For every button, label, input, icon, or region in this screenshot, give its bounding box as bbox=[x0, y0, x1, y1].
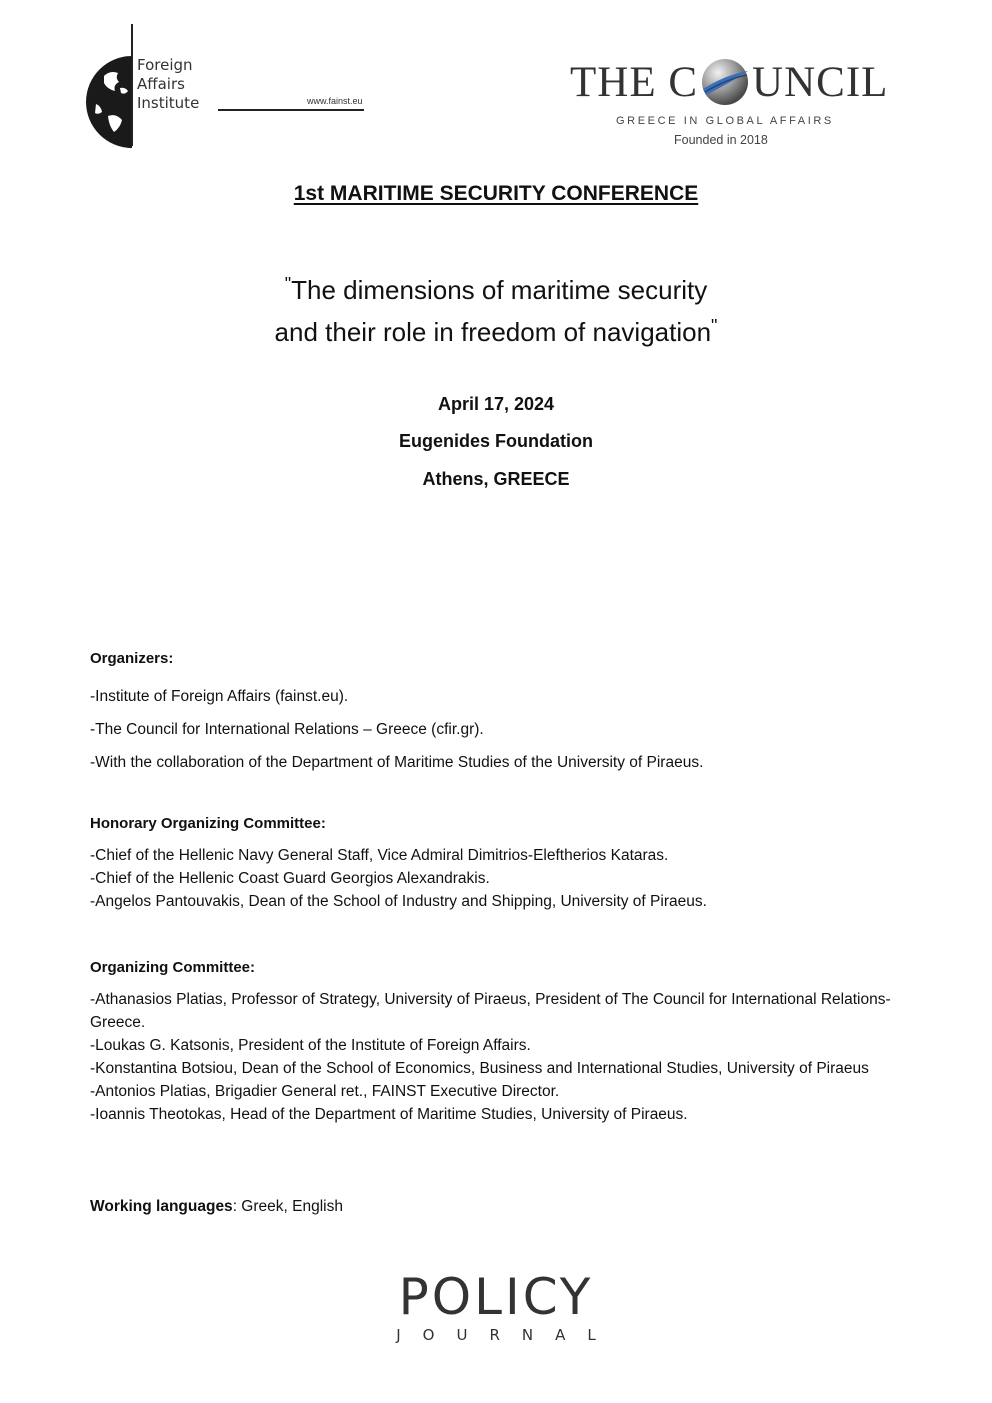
fai-logo-line: Institute bbox=[137, 94, 200, 112]
organizing-committee-list bbox=[90, 988, 910, 1126]
list-item: -With the collaboration of the Department of Maritime Studies of the University of Piraeus. bbox=[90, 754, 704, 771]
council-logo-subtitle: GREECE IN GLOBAL AFFAIRS bbox=[616, 115, 834, 127]
quote-mark: " bbox=[284, 274, 292, 294]
organizing-committee-heading: Organizing Committee: bbox=[90, 959, 256, 976]
list-item: -The Council for International Relations – Greece (cfir.gr). bbox=[90, 721, 484, 738]
policy-logo-subtitle: JOURNAL bbox=[396, 1326, 618, 1344]
event-date: April 17, 2024 bbox=[437, 394, 555, 414]
council-title-left: THE C bbox=[570, 58, 699, 106]
orb-icon bbox=[700, 57, 750, 107]
list-item: -Chief of the Hellenic Coast Guard Georgios Alexandrakis. bbox=[90, 870, 490, 887]
list-item: -Loukas G. Katsonis, President of the Institute of Foreign Affairs. bbox=[90, 1037, 531, 1054]
quote-mark: " bbox=[711, 316, 718, 336]
the-council-logo bbox=[564, 52, 894, 152]
event-venue: Eugenides Foundation bbox=[399, 431, 593, 451]
logo-divider bbox=[131, 24, 133, 146]
organizers-heading: Organizers: bbox=[90, 650, 174, 667]
subtitle-line-1: The dimensions of maritime security bbox=[291, 275, 708, 305]
fai-url: www.fainst.eu bbox=[307, 96, 363, 106]
conference-title: 1st MARITIME SECURITY CONFERENCE bbox=[293, 182, 699, 205]
list-item: -Konstantina Botsiou, Dean of the School of Economics, Business and International Studies, University of Piraeus bbox=[90, 1060, 869, 1077]
list-item: -Angelos Pantouvakis, Dean of the School of Industry and Shipping, University of Piraeus. bbox=[90, 893, 707, 910]
subtitle-line bbox=[0, 266, 992, 308]
foreign-affairs-institute-logo bbox=[86, 24, 376, 148]
event-location: Athens, GREECE bbox=[422, 469, 570, 489]
working-languages bbox=[90, 1195, 910, 1218]
working-languages-label: Working languages bbox=[90, 1198, 233, 1215]
globe-icon bbox=[86, 42, 136, 152]
honorary-committee-heading: Honorary Organizing Committee: bbox=[90, 815, 326, 832]
organizers-list bbox=[90, 680, 910, 779]
council-title-right: UNCIL bbox=[752, 58, 889, 106]
fai-logo-text bbox=[137, 56, 199, 113]
policy-logo-word: POLICY bbox=[398, 1268, 594, 1326]
council-founded-text: Founded in 2018 bbox=[674, 133, 768, 147]
subtitle-line bbox=[0, 308, 992, 350]
list-item: -Athanasios Platias, Professor of Strategy, University of Piraeus, President of The Council for International Relations-Greece. bbox=[90, 991, 891, 1031]
council-logo-title bbox=[570, 52, 900, 112]
working-languages-value: : Greek, English bbox=[232, 1198, 343, 1215]
fai-logo-line: Affairs bbox=[137, 75, 185, 93]
list-item: -Antonios Platias, Brigadier General ret., FAINST Executive Director. bbox=[90, 1083, 560, 1100]
logo-underline bbox=[218, 109, 364, 111]
list-item: -Institute of Foreign Affairs (fainst.eu). bbox=[90, 688, 349, 705]
policy-journal-logo bbox=[0, 1268, 992, 1344]
conference-subtitle bbox=[0, 266, 992, 350]
honorary-committee-list bbox=[90, 844, 910, 913]
subtitle-line-2: and their role in freedom of navigation bbox=[274, 317, 712, 347]
list-item: -Chief of the Hellenic Navy General Staff, Vice Admiral Dimitrios-Eleftherios Kataras. bbox=[90, 847, 669, 864]
fai-logo-line: Foreign bbox=[137, 56, 193, 74]
list-item: -Ioannis Theotokas, Head of the Department of Maritime Studies, University of Piraeus. bbox=[90, 1106, 688, 1123]
